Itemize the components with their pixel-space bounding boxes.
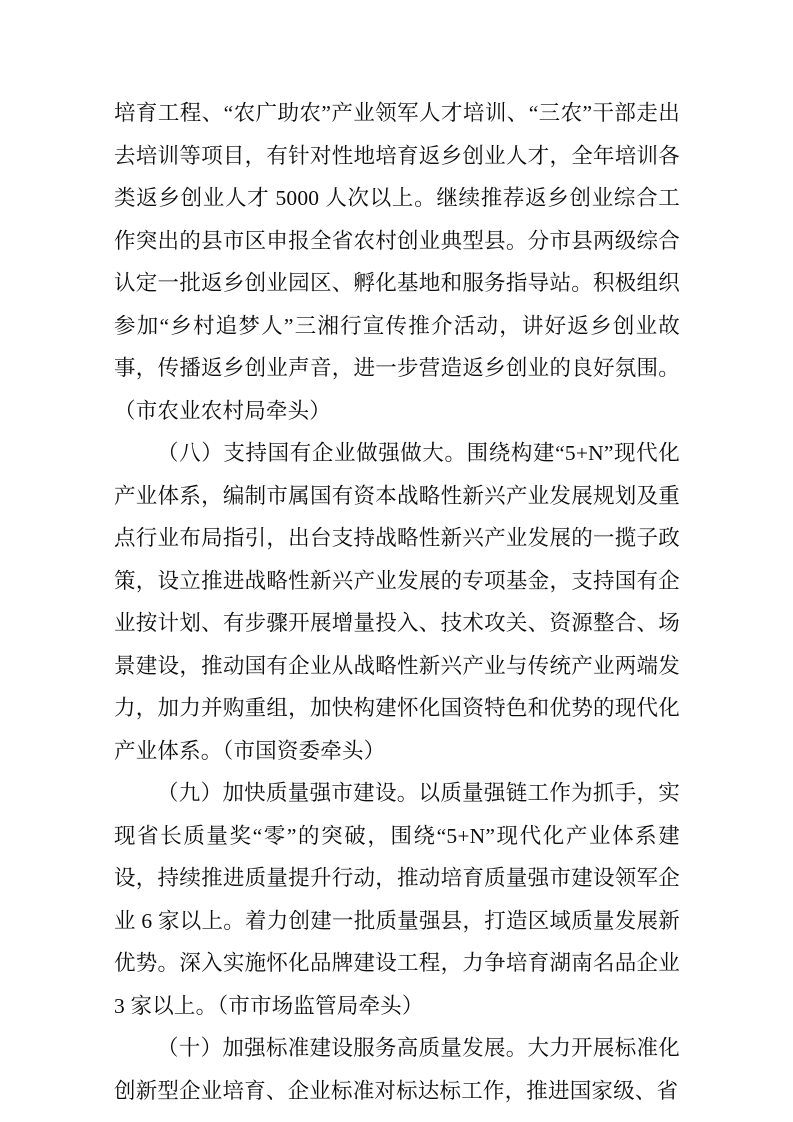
document-body <box>114 92 680 1112</box>
paragraph-item-8: （八）支持国有企业做强做大。围绕构建“5+N”现代化产业体系，编制市属国有资本战略性新兴产业发展规划及重点行业布局指引，出台支持战略性新兴产业发展的一揽子政策，设立推进战略性新兴产业发展的专项基金，支持国有企业按计划、有步骤开展增量投入、技术攻关、资源整合、场景建设，推动国有企业从战略性新兴产业与传统产业两端发力，加力并购重组，加快构建怀化国资特色和优势的现代化产业体系。（市国资委牵头） <box>114 441 680 763</box>
paragraph-item-10: （十）加强标准建设服务高质量发展。大力开展标准化创新型企业培育、企业标准对标达标工作，推进国家级、省 <box>114 1036 680 1103</box>
paragraph-continued: 培育工程、“农广助农”产业领军人才培训、“三农”干部走出去培训等项目，有针对性地培育返乡创业人才，全年培训各类返乡创业人才 5000 人次以上。继续推荐返乡创业综合工作突出的县市区申报全省农村创业典型县。分市县两级综合认定一批返乡创业园区、孵化基地和服务指导站。积极组织参加“乡村追梦人”三湘行宣传推介活动，讲好返乡创业故事，传播返乡创业声音，进一步营造返乡创业的良好氛围。（市农业农村局牵头） <box>114 101 680 423</box>
paragraph-item-9: （九）加快质量强市建设。以质量强链工作为抓手，实现省长质量奖“零”的突破，围绕“5+N”现代化产业体系建设，持续推进质量提升行动，推动培育质量强市建设领军企业 6 家以上。着力创建一批质量强县，打造区域质量发展新优势。深入实施怀化品牌建设工程，力争培育湖南名品企业 3 家以上。（市市场监管局牵头） <box>114 781 680 1018</box>
